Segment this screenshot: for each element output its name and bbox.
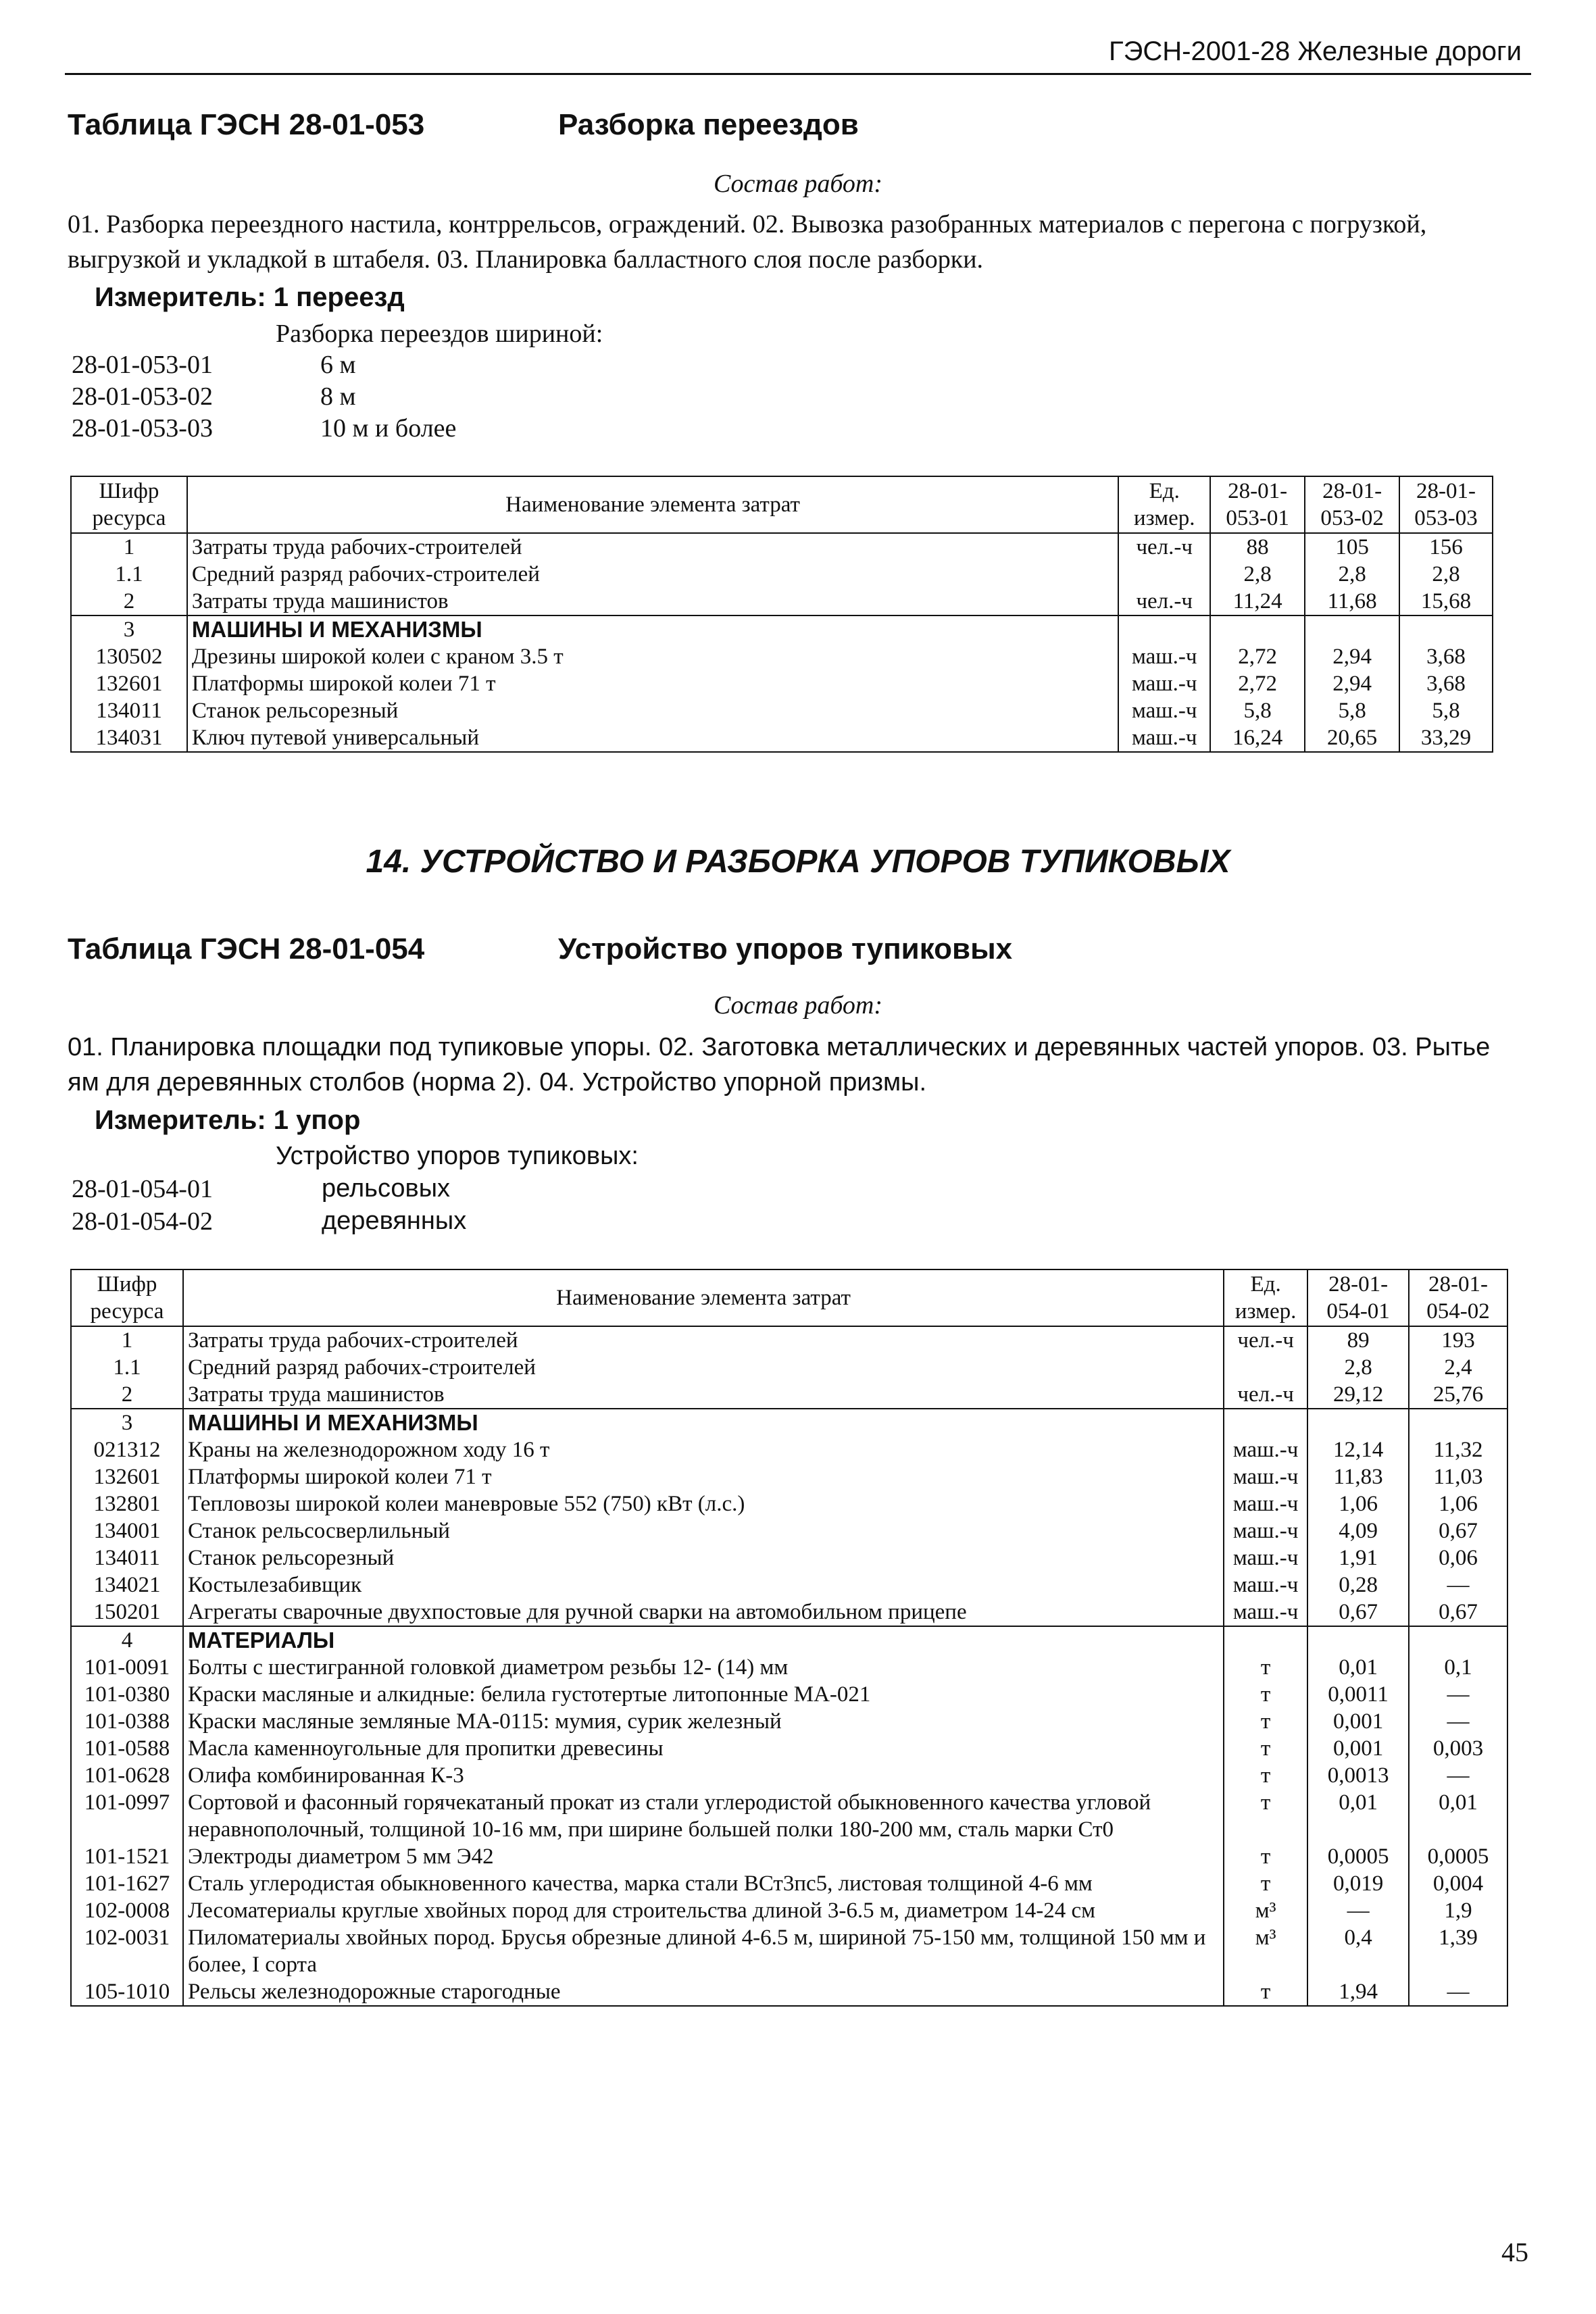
cell-value: —: [1409, 1571, 1507, 1599]
cell-name: Электроды диаметром 5 мм Э42: [183, 1843, 1224, 1870]
cell-unit: т: [1224, 1708, 1307, 1735]
cell-value: 156: [1399, 533, 1493, 561]
cell-value: 0,004: [1409, 1870, 1507, 1897]
cell-name: Платформы широкой колеи 71 т: [183, 1463, 1224, 1490]
cell-code: 101-0388: [71, 1708, 183, 1735]
cell-name: Затраты труда рабочих-строителей: [183, 1326, 1224, 1354]
cell-unit: [1224, 1626, 1307, 1654]
table1-measure: Измеритель: 1 переезд: [95, 282, 405, 312]
table-row: [71, 1463, 1507, 1490]
cell-value: 0,67: [1409, 1517, 1507, 1544]
cell-code: 101-0091: [71, 1654, 183, 1681]
cell-code: 101-0628: [71, 1762, 183, 1789]
table-row: [71, 1381, 1507, 1409]
table-row: [71, 533, 1493, 561]
cell-value: 0,019: [1307, 1870, 1409, 1897]
col-header-variant: 28-01-053-02: [1305, 476, 1399, 533]
cell-unit: маш.-ч: [1224, 1571, 1307, 1599]
cell-value: —: [1409, 1762, 1507, 1789]
table-row: [71, 1978, 1507, 2006]
cell-code: 021312: [71, 1436, 183, 1463]
cell-name: Сортовой и фасонный горячекатаный прокат из стали углеродистой обыкновенного качества угловой неравнополочный, толщиной 10-16 мм, при ширине большей полки 180-200 мм, сталь марки Ст0: [183, 1789, 1224, 1843]
table2-variant-code: 28-01-054-01: [72, 1175, 213, 1203]
cell-value: 0,0005: [1307, 1843, 1409, 1870]
cell-unit: т: [1224, 1789, 1307, 1843]
table1-variant-header: Разборка переездов шириной:: [276, 320, 603, 348]
table2-composition-caption: Состав работ:: [713, 991, 883, 1020]
table1-variant-label: 8 м: [320, 382, 356, 411]
cell-value: 2,8: [1307, 1354, 1409, 1381]
table-row: [71, 588, 1493, 615]
cell-value: —: [1307, 1897, 1409, 1924]
table-row: [71, 643, 1493, 670]
cell-name: Затраты труда машинистов: [183, 1381, 1224, 1409]
cell-code: 3: [71, 615, 187, 643]
col-header-code: Шифр ресурса: [71, 1269, 183, 1326]
cell-name: Болты с шестигранной головкой диаметром резьбы 12- (14) мм: [183, 1654, 1224, 1681]
table-row: [71, 1870, 1507, 1897]
cell-name: Сталь углеродистая обыкновенного качества, марка стали ВСт3пс5, листовая толщиной 4-6 мм: [183, 1870, 1224, 1897]
cell-unit: т: [1224, 1762, 1307, 1789]
cell-value: 0,67: [1307, 1599, 1409, 1626]
cell-unit: маш.-ч: [1118, 643, 1210, 670]
cell-value: 0,28: [1307, 1571, 1409, 1599]
table1-variant-code: 28-01-053-01: [72, 351, 213, 379]
table-row: [71, 615, 1493, 643]
cell-name: Средний разряд рабочих-строителей: [183, 1354, 1224, 1381]
running-header: ГЭСН-2001-28 Железные дороги: [1108, 36, 1522, 66]
cell-name: Костылезабивщик: [183, 1571, 1224, 1599]
table1-variant-code: 28-01-053-02: [72, 382, 213, 411]
cell-value: 0,001: [1307, 1708, 1409, 1735]
cell-value: 11,32: [1409, 1436, 1507, 1463]
table1-title: Таблица ГЭСН 28-01-053: [68, 108, 425, 141]
cell-name: Краски масляные и алкидные: белила густотертые литопонные МА-021: [183, 1681, 1224, 1708]
cell-name: Рельсы железнодорожные старогодные: [183, 1978, 1224, 2006]
cell-value: 89: [1307, 1326, 1409, 1354]
cell-value: 11,68: [1305, 588, 1399, 615]
cell-value: [1409, 1409, 1507, 1436]
cell-code: 101-1627: [71, 1870, 183, 1897]
cell-name: МАШИНЫ И МЕХАНИЗМЫ: [187, 615, 1118, 643]
cell-unit: чел.-ч: [1118, 588, 1210, 615]
table1-variant-label: 6 м: [320, 351, 356, 379]
cell-unit: т: [1224, 1843, 1307, 1870]
cell-name: Олифа комбинированная К-3: [183, 1762, 1224, 1789]
cell-code: 1: [71, 1326, 183, 1354]
table1-composition-caption: Состав работ:: [713, 170, 883, 198]
table1-variant-code: 28-01-053-03: [72, 414, 213, 443]
cell-name: Станок рельсорезный: [183, 1544, 1224, 1571]
cell-code: 134011: [71, 697, 187, 724]
cell-value: 5,8: [1305, 697, 1399, 724]
cell-unit: [1118, 615, 1210, 643]
cell-name: Тепловозы широкой колеи маневровые 552 (750) кВт (л.с.): [183, 1490, 1224, 1517]
table-row: [71, 1354, 1507, 1381]
cell-value: [1305, 615, 1399, 643]
table-row: [71, 1843, 1507, 1870]
cell-code: 134021: [71, 1571, 183, 1599]
cell-value: [1307, 1626, 1409, 1654]
cell-value: 2,8: [1399, 561, 1493, 588]
cell-value: 11,83: [1307, 1463, 1409, 1490]
table-row: [71, 1789, 1507, 1843]
cell-unit: маш.-ч: [1224, 1436, 1307, 1463]
cell-name: Масла каменноугольные для пропитки древесины: [183, 1735, 1224, 1762]
table-row: [71, 697, 1493, 724]
cell-value: [1399, 615, 1493, 643]
cell-value: 1,39: [1409, 1924, 1507, 1978]
cell-code: 101-0997: [71, 1789, 183, 1843]
cell-code: 134011: [71, 1544, 183, 1571]
cell-code: 134001: [71, 1517, 183, 1544]
table-row: [71, 1708, 1507, 1735]
cell-unit: маш.-ч: [1224, 1599, 1307, 1626]
table-row: [71, 1544, 1507, 1571]
table-row: [71, 1897, 1507, 1924]
cell-value: 16,24: [1210, 724, 1305, 752]
cell-name: Станок рельсосверлильный: [183, 1517, 1224, 1544]
cell-code: 101-1521: [71, 1843, 183, 1870]
cell-code: 1: [71, 533, 187, 561]
table-row: [71, 1626, 1507, 1654]
cell-unit: маш.-ч: [1224, 1490, 1307, 1517]
cell-value: 1,06: [1409, 1490, 1507, 1517]
page-number: 45: [1501, 2237, 1528, 2267]
cell-name: Краны на железнодорожном ходу 16 т: [183, 1436, 1224, 1463]
table-row: [71, 561, 1493, 588]
cell-unit: м³: [1224, 1924, 1307, 1978]
cell-value: 11,24: [1210, 588, 1305, 615]
table-row: [71, 1599, 1507, 1626]
cell-value: 193: [1409, 1326, 1507, 1354]
col-header-name: Наименование элемента затрат: [183, 1269, 1224, 1326]
cell-code: 2: [71, 588, 187, 615]
table-row: [71, 1517, 1507, 1544]
table2-variant-header: Устройство упоров тупиковых:: [276, 1142, 639, 1170]
cell-value: [1210, 615, 1305, 643]
cell-value: 2,94: [1305, 670, 1399, 697]
cell-code: 1.1: [71, 561, 187, 588]
cell-value: 88: [1210, 533, 1305, 561]
cell-value: 0,01: [1409, 1789, 1507, 1843]
cell-unit: [1118, 561, 1210, 588]
cell-code: 134031: [71, 724, 187, 752]
cell-name: Дрезины широкой колеи с краном 3.5 т: [187, 643, 1118, 670]
cell-code: 132601: [71, 670, 187, 697]
cell-code: 1.1: [71, 1354, 183, 1381]
table-row: [71, 1681, 1507, 1708]
cell-code: 132601: [71, 1463, 183, 1490]
cell-value: 1,9: [1409, 1897, 1507, 1924]
cell-value: 0,67: [1409, 1599, 1507, 1626]
table1-subtitle: Разборка переездов: [558, 108, 859, 141]
cell-value: 0,0013: [1307, 1762, 1409, 1789]
cell-value: 2,4: [1409, 1354, 1507, 1381]
section-title: 14. УСТРОЙСТВО И РАЗБОРКА УПОРОВ ТУПИКОВЫХ: [366, 844, 1230, 880]
cell-value: 0,01: [1307, 1789, 1409, 1843]
cell-unit: т: [1224, 1735, 1307, 1762]
col-header-code: Шифр ресурса: [71, 476, 187, 533]
cell-unit: маш.-ч: [1224, 1517, 1307, 1544]
cell-value: 25,76: [1409, 1381, 1507, 1409]
cell-name: Платформы широкой колеи 71 т: [187, 670, 1118, 697]
cell-name: Ключ путевой универсальный: [187, 724, 1118, 752]
cell-value: 0,01: [1307, 1654, 1409, 1681]
cell-value: 2,8: [1305, 561, 1399, 588]
cell-code: 130502: [71, 643, 187, 670]
cell-name: Пиломатериалы хвойных пород. Брусья обрезные длиной 4-6.5 м, шириной 75-150 мм, толщиной 150 мм и более, I сорта: [183, 1924, 1224, 1978]
cell-unit: т: [1224, 1654, 1307, 1681]
cell-value: 2,72: [1210, 670, 1305, 697]
cell-value: 29,12: [1307, 1381, 1409, 1409]
cell-name: МАШИНЫ И МЕХАНИЗМЫ: [183, 1409, 1224, 1436]
cell-unit: [1224, 1354, 1307, 1381]
cell-name: Краски масляные земляные МА-0115: мумия, сурик железный: [183, 1708, 1224, 1735]
cell-name: Агрегаты сварочные двухпостовые для ручной сварки на автомобильном прицепе: [183, 1599, 1224, 1626]
cell-value: 33,29: [1399, 724, 1493, 752]
cell-value: 0,1: [1409, 1654, 1507, 1681]
cell-code: 132801: [71, 1490, 183, 1517]
resource-table-053: [70, 476, 1493, 753]
cell-unit: м³: [1224, 1897, 1307, 1924]
col-header-variant: 28-01-054-02: [1409, 1269, 1507, 1326]
cell-value: 5,8: [1210, 697, 1305, 724]
cell-code: 2: [71, 1381, 183, 1409]
table-row: [71, 1436, 1507, 1463]
cell-code: 102-0008: [71, 1897, 183, 1924]
cell-unit: маш.-ч: [1224, 1463, 1307, 1490]
cell-value: —: [1409, 1978, 1507, 2006]
cell-unit: маш.-ч: [1118, 670, 1210, 697]
table-row: [71, 1762, 1507, 1789]
table-row: [71, 1326, 1507, 1354]
resource-table-054: [70, 1269, 1508, 2007]
table1-variant-label: 10 м и более: [320, 414, 457, 443]
cell-value: 20,65: [1305, 724, 1399, 752]
cell-value: [1307, 1409, 1409, 1436]
table2-variant-code: 28-01-054-02: [72, 1207, 213, 1236]
table2-variant-label: рельсовых: [322, 1174, 451, 1203]
cell-value: 0,4: [1307, 1924, 1409, 1978]
table-row: [71, 1490, 1507, 1517]
cell-unit: чел.-ч: [1224, 1381, 1307, 1409]
cell-code: 101-0588: [71, 1735, 183, 1762]
cell-unit: чел.-ч: [1224, 1326, 1307, 1354]
col-header-name: Наименование элемента затрат: [187, 476, 1118, 533]
cell-name: Лесоматериалы круглые хвойных пород для строительства длиной 3-6.5 м, диаметром 14-24 см: [183, 1897, 1224, 1924]
cell-code: 105-1010: [71, 1978, 183, 2006]
table2-measure: Измеритель: 1 упор: [95, 1105, 361, 1135]
table-row: [71, 1571, 1507, 1599]
cell-value: 105: [1305, 533, 1399, 561]
cell-unit: [1224, 1409, 1307, 1436]
table-row: [71, 1924, 1507, 1978]
cell-value: [1409, 1626, 1507, 1654]
cell-code: 150201: [71, 1599, 183, 1626]
col-header-variant: 28-01-053-03: [1399, 476, 1493, 533]
cell-value: 1,94: [1307, 1978, 1409, 2006]
cell-code: 101-0380: [71, 1681, 183, 1708]
col-header-unit: Ед. измер.: [1224, 1269, 1307, 1326]
cell-code: 102-0031: [71, 1924, 183, 1978]
cell-value: 1,06: [1307, 1490, 1409, 1517]
cell-unit: маш.-ч: [1224, 1544, 1307, 1571]
cell-value: 3,68: [1399, 670, 1493, 697]
table-row: [71, 1654, 1507, 1681]
cell-value: 5,8: [1399, 697, 1493, 724]
table2-variant-label: деревянных: [322, 1207, 467, 1235]
cell-name: Затраты труда машинистов: [187, 588, 1118, 615]
table2-composition: 01. Планировка площадки под тупиковые упоры. 02. Заготовка металлических и деревянных частей упоров. 03. Рытье ям для деревянных столбов (норма 2). 04. Устройство упорной призмы.: [68, 1033, 1491, 1097]
col-header-variant: 28-01-054-01: [1307, 1269, 1409, 1326]
cell-code: 3: [71, 1409, 183, 1436]
cell-value: 0,003: [1409, 1735, 1507, 1762]
col-header-variant: 28-01-053-01: [1210, 476, 1305, 533]
header-rule: [65, 73, 1531, 75]
cell-value: 15,68: [1399, 588, 1493, 615]
cell-value: 0,001: [1307, 1735, 1409, 1762]
table2-subtitle: Устройство упоров тупиковых: [558, 932, 1013, 965]
table-row: [71, 1735, 1507, 1762]
table-row: [71, 670, 1493, 697]
cell-value: 4,09: [1307, 1517, 1409, 1544]
cell-value: 11,03: [1409, 1463, 1507, 1490]
cell-unit: маш.-ч: [1118, 724, 1210, 752]
cell-name: Средний разряд рабочих-строителей: [187, 561, 1118, 588]
cell-name: Затраты труда рабочих-строителей: [187, 533, 1118, 561]
cell-value: 3,68: [1399, 643, 1493, 670]
cell-unit: т: [1224, 1978, 1307, 2006]
cell-unit: т: [1224, 1681, 1307, 1708]
cell-code: 4: [71, 1626, 183, 1654]
cell-unit: чел.-ч: [1118, 533, 1210, 561]
cell-value: —: [1409, 1708, 1507, 1735]
cell-value: 2,8: [1210, 561, 1305, 588]
cell-name: Станок рельсорезный: [187, 697, 1118, 724]
cell-value: 2,72: [1210, 643, 1305, 670]
cell-value: 2,94: [1305, 643, 1399, 670]
cell-unit: т: [1224, 1870, 1307, 1897]
cell-value: 0,0011: [1307, 1681, 1409, 1708]
cell-value: 0,0005: [1409, 1843, 1507, 1870]
cell-value: 0,06: [1409, 1544, 1507, 1571]
cell-value: 12,14: [1307, 1436, 1409, 1463]
cell-unit: маш.-ч: [1118, 697, 1210, 724]
table1-composition: 01. Разборка переездного настила, контррельсов, ограждений. 02. Вывозка разобранных материалов с перегона с погрузкой, выгрузкой и укладкой в штабеля. 03. Планировка балластного слоя после разборки.: [68, 210, 1427, 274]
table-row: [71, 724, 1493, 752]
cell-value: —: [1409, 1681, 1507, 1708]
cell-value: 1,91: [1307, 1544, 1409, 1571]
table-row: [71, 1409, 1507, 1436]
table2-title: Таблица ГЭСН 28-01-054: [68, 932, 425, 965]
cell-name: МАТЕРИАЛЫ: [183, 1626, 1224, 1654]
col-header-unit: Ед. измер.: [1118, 476, 1210, 533]
